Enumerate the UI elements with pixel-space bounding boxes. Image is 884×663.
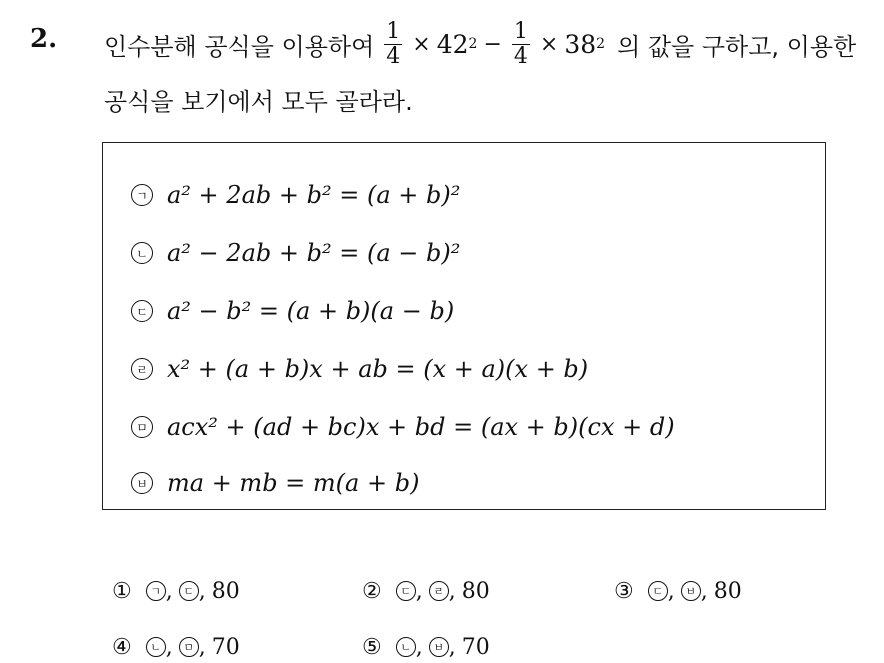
choice-value: 70 [211, 634, 240, 660]
formula-box [102, 142, 826, 510]
question-number: 2. [30, 24, 58, 54]
formula-item [131, 175, 460, 215]
circled-mark: ㄷ [131, 300, 153, 322]
question-line-1 [104, 14, 856, 74]
circled-mark: ㄹ [429, 581, 449, 601]
circled-mark: ㄱ [131, 184, 153, 206]
choice-value: 80 [713, 578, 742, 604]
fraction-denominator: 4 [513, 43, 528, 69]
circled-mark: ㅂ [429, 637, 449, 657]
formula-item [131, 407, 675, 447]
formula-expression: acx² + (ad + bc)x + bd = (ax + b)(cx + d) [167, 413, 675, 441]
minus-sign: − [483, 31, 502, 57]
question-line-2: 공식을 보기에서 모두 골라라. [104, 88, 413, 116]
choice-number: ④ [112, 634, 132, 660]
circled-mark: ㄹ [131, 358, 153, 380]
times-sign: × [412, 31, 431, 57]
formula-item [131, 349, 588, 389]
choice-2[interactable]: ② ㄷ , ㄹ , 80 [362, 578, 490, 604]
choice-number: ⑤ [362, 634, 382, 660]
choice-value: 70 [461, 634, 490, 660]
fraction-2 [512, 20, 530, 69]
circled-mark: ㅁ [131, 416, 153, 438]
circled-mark: ㄷ [179, 581, 199, 601]
fraction-numerator: 1 [513, 18, 528, 44]
exponent-2: 2 [596, 36, 606, 52]
exponent-1: 2 [468, 36, 478, 52]
choice-value: 80 [211, 578, 240, 604]
choice-number: ③ [614, 578, 634, 604]
choice-3[interactable]: ③ ㄷ , ㅂ , 80 [614, 578, 742, 604]
base-2: 38 [564, 29, 597, 59]
formula-item [131, 233, 460, 273]
fraction-numerator: 1 [386, 18, 401, 44]
formula-expression: ma + mb = m(a + b) [167, 469, 420, 497]
circled-mark: ㄷ [396, 581, 416, 601]
circled-mark: ㄴ [146, 637, 166, 657]
base-1: 42 [436, 29, 469, 59]
choice-5[interactable]: ⑤ ㄴ , ㅂ , 70 [362, 634, 490, 660]
circled-mark: ㄱ [146, 581, 166, 601]
circled-mark: ㅂ [131, 472, 153, 494]
circled-mark: ㅁ [179, 637, 199, 657]
question-text-after: 의 값을 구하고, 이용한 [617, 32, 857, 61]
circled-mark: ㄷ [648, 581, 668, 601]
question-text-before: 인수분해 공식을 이용하여 [104, 32, 375, 61]
choice-4[interactable]: ④ ㄴ , ㅁ , 70 [112, 634, 240, 660]
choice-number: ② [362, 578, 382, 604]
formula-item [131, 291, 454, 331]
times-sign: × [539, 31, 559, 57]
formula-expression: a² − b² = (a + b)(a − b) [167, 297, 455, 325]
fraction-denominator: 4 [386, 43, 401, 69]
circled-mark: ㄴ [131, 242, 153, 264]
fraction-1 [384, 20, 402, 69]
circled-mark: ㄴ [396, 637, 416, 657]
formula-expression: a² − 2ab + b² = (a − b)² [167, 239, 461, 267]
formula-expression: x² + (a + b)x + ab = (x + a)(x + b) [167, 355, 589, 383]
formula-item [131, 463, 419, 503]
choice-number: ① [112, 578, 132, 604]
choice-value: 80 [461, 578, 490, 604]
formula-expression: a² + 2ab + b² = (a + b)² [167, 181, 461, 209]
choice-1[interactable]: ① ㄱ , ㄷ , 80 [112, 578, 240, 604]
circled-mark: ㅂ [681, 581, 701, 601]
